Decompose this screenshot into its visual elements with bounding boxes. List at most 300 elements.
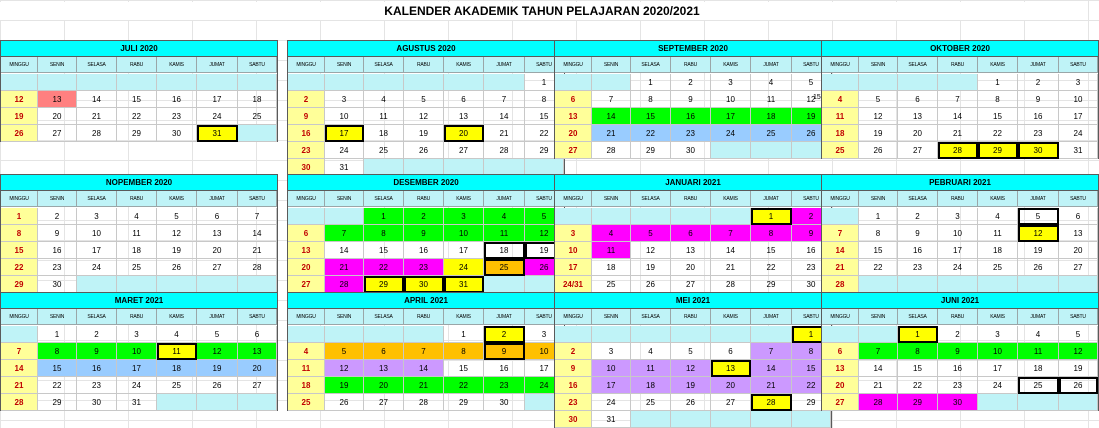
day-cell: 30 xyxy=(555,411,592,428)
day-cell: 29 xyxy=(525,142,564,159)
day-cell: 12 xyxy=(859,108,898,125)
day-cell: 4 xyxy=(631,343,671,360)
day-cell xyxy=(898,74,938,91)
weekday-header: SELASA xyxy=(77,57,117,73)
weekday-header: SELASA xyxy=(77,191,117,207)
day-cell: 29 xyxy=(898,394,938,411)
day-cell: 9 xyxy=(555,360,592,377)
weekday-header: SENIN xyxy=(859,57,898,73)
day-cell: 21 xyxy=(711,259,751,276)
day-cell xyxy=(711,142,751,159)
day-cell: 12 xyxy=(1,91,38,108)
day-cell: 30 xyxy=(77,394,117,411)
day-cell: 6 xyxy=(1059,208,1098,225)
day-cell: 1 xyxy=(364,208,404,225)
weekday-header: SABTU xyxy=(238,309,277,325)
day-cell: 23 xyxy=(671,125,711,142)
day-cell xyxy=(978,276,1018,293)
day-cell: 23 xyxy=(938,377,978,394)
day-cell: 17 xyxy=(325,125,364,142)
day-cell: 15 xyxy=(751,242,792,259)
day-cell: 18 xyxy=(978,242,1018,259)
weekday-header: JUMAT xyxy=(1018,309,1059,325)
day-cell: 19 xyxy=(1,108,38,125)
day-cell xyxy=(1059,394,1098,411)
day-cell: 23 xyxy=(288,142,325,159)
day-cell: 5 xyxy=(525,208,564,225)
day-cell: 10 xyxy=(592,360,631,377)
day-cell xyxy=(484,74,525,91)
day-cell xyxy=(898,276,938,293)
day-cell: 20 xyxy=(822,377,859,394)
day-cell xyxy=(77,276,117,293)
day-cell: 12 xyxy=(525,225,564,242)
day-cell: 22 xyxy=(525,125,564,142)
day-cell xyxy=(1059,276,1098,293)
day-cell xyxy=(157,276,197,293)
day-cell: 19 xyxy=(325,377,364,394)
weekday-header: JUMAT xyxy=(751,191,792,207)
day-cell: 30 xyxy=(38,276,77,293)
weekday-header: SELASA xyxy=(898,309,938,325)
day-cell: 25 xyxy=(631,394,671,411)
day-cell: 19 xyxy=(671,377,711,394)
day-cell: 4 xyxy=(364,91,404,108)
day-cell: 28 xyxy=(751,394,792,411)
day-cell: 14 xyxy=(238,225,277,242)
month-title: JULI 2020 xyxy=(1,41,277,57)
day-cell: 13 xyxy=(38,91,77,108)
day-cell: 3 xyxy=(525,326,564,343)
day-cell xyxy=(364,326,404,343)
day-cell: 25 xyxy=(978,259,1018,276)
weekday-header: RABU xyxy=(117,309,157,325)
day-cell xyxy=(197,74,238,91)
day-cell: 13 xyxy=(711,360,751,377)
day-cell: 30 xyxy=(938,394,978,411)
day-cell: 27 xyxy=(555,142,592,159)
day-cell: 22 xyxy=(117,108,157,125)
day-cell: 6 xyxy=(238,326,277,343)
day-cell: 6 xyxy=(898,91,938,108)
day-cell: 18 xyxy=(157,360,197,377)
day-cell: 8 xyxy=(1,225,38,242)
day-cell: 22 xyxy=(792,377,831,394)
day-cell: 7 xyxy=(484,91,525,108)
weekday-header: SELASA xyxy=(77,309,117,325)
day-cell xyxy=(484,276,525,293)
month-pebruari-2021 xyxy=(821,174,1099,293)
day-cell: 28 xyxy=(77,125,117,142)
day-cell: 12 xyxy=(404,108,444,125)
day-cell: 18 xyxy=(364,125,404,142)
day-cell: 1 xyxy=(525,74,564,91)
day-cell: 1 xyxy=(1,208,38,225)
day-cell: 25 xyxy=(822,142,859,159)
day-cell: 1 xyxy=(792,326,831,343)
day-cell: 8 xyxy=(792,343,831,360)
day-cell: 4 xyxy=(1018,326,1059,343)
day-cell: 1 xyxy=(751,208,792,225)
day-cell: 15 xyxy=(1,242,38,259)
weekday-header: MINGGU xyxy=(288,191,325,207)
day-cell: 8 xyxy=(444,343,484,360)
day-cell: 7 xyxy=(238,208,277,225)
day-cell: 4 xyxy=(822,91,859,108)
day-cell: 21 xyxy=(325,259,364,276)
day-cell: 30 xyxy=(484,394,525,411)
month-title: MEI 2021 xyxy=(555,293,831,309)
day-cell: 28 xyxy=(592,142,631,159)
day-cell: 16 xyxy=(288,125,325,142)
day-cell: 10 xyxy=(77,225,117,242)
day-cell xyxy=(238,125,277,142)
day-cell: 13 xyxy=(671,242,711,259)
day-cell: 16 xyxy=(38,242,77,259)
day-cell: 16 xyxy=(671,108,711,125)
month-title: PEBRUARI 2021 xyxy=(822,175,1098,191)
month-agustus-2020 xyxy=(287,40,565,176)
weekday-header: JUMAT xyxy=(484,309,525,325)
day-cell xyxy=(238,394,277,411)
day-cell: 29 xyxy=(117,125,157,142)
day-cell: 4 xyxy=(157,326,197,343)
weekday-header: KAMIS xyxy=(444,309,484,325)
day-cell: 18 xyxy=(484,242,525,259)
day-cell: 11 xyxy=(288,360,325,377)
weekday-header: KAMIS xyxy=(444,191,484,207)
day-cell: 22 xyxy=(38,377,77,394)
day-cell: 18 xyxy=(631,377,671,394)
day-cell: 4 xyxy=(751,74,792,91)
day-cell: 13 xyxy=(197,225,238,242)
weekday-header: RABU xyxy=(671,191,711,207)
day-cell: 3 xyxy=(592,343,631,360)
day-cell: 16 xyxy=(792,242,831,259)
day-cell: 30 xyxy=(792,276,831,293)
weekday-header: RABU xyxy=(938,309,978,325)
day-cell: 16 xyxy=(484,360,525,377)
day-cell xyxy=(555,74,592,91)
day-cell: 6 xyxy=(822,343,859,360)
day-cell: 1 xyxy=(631,74,671,91)
weekday-header: RABU xyxy=(938,191,978,207)
day-cell: 18 xyxy=(751,108,792,125)
day-cell: 5 xyxy=(197,326,238,343)
day-cell: 24 xyxy=(978,377,1018,394)
weekday-header: JUMAT xyxy=(751,57,792,73)
day-cell: 1 xyxy=(38,326,77,343)
day-cell: 17 xyxy=(938,242,978,259)
day-cell: 13 xyxy=(1059,225,1098,242)
day-cell: 29 xyxy=(1,276,38,293)
day-cell: 29 xyxy=(792,394,831,411)
day-cell: 21 xyxy=(751,377,792,394)
day-cell: 1 xyxy=(978,74,1018,91)
day-cell xyxy=(1,326,38,343)
day-cell: 16 xyxy=(404,242,444,259)
day-cell: 21 xyxy=(938,125,978,142)
day-cell: 13 xyxy=(288,242,325,259)
day-cell: 4 xyxy=(592,225,631,242)
day-cell xyxy=(938,74,978,91)
day-cell: 28 xyxy=(404,394,444,411)
day-cell: 12 xyxy=(631,242,671,259)
day-cell: 27 xyxy=(711,394,751,411)
day-cell: 8 xyxy=(898,343,938,360)
day-cell: 24 xyxy=(117,377,157,394)
day-cell: 4 xyxy=(288,343,325,360)
weekday-header: JUMAT xyxy=(197,191,238,207)
day-cell: 15 xyxy=(898,360,938,377)
day-cell: 3 xyxy=(444,208,484,225)
day-cell xyxy=(938,276,978,293)
month-title: SEPTEMBER 2020 xyxy=(555,41,831,57)
day-cell: 28 xyxy=(238,259,277,276)
weekday-header: MINGGU xyxy=(822,57,859,73)
weekday-header: RABU xyxy=(117,57,157,73)
day-cell: 25 xyxy=(484,259,525,276)
day-cell: 27 xyxy=(444,142,484,159)
day-cell xyxy=(404,74,444,91)
day-cell: 26 xyxy=(325,394,364,411)
day-cell: 7 xyxy=(592,91,631,108)
day-cell: 4 xyxy=(484,208,525,225)
weekday-header: SABTU xyxy=(525,309,564,325)
day-cell: 3 xyxy=(1059,74,1098,91)
day-cell: 11 xyxy=(822,108,859,125)
day-cell: 4 xyxy=(978,208,1018,225)
day-cell: 3 xyxy=(711,74,751,91)
weekday-header: JUMAT xyxy=(197,57,238,73)
day-cell: 14 xyxy=(859,360,898,377)
day-cell: 23 xyxy=(1018,125,1059,142)
day-cell: 17 xyxy=(592,377,631,394)
day-cell: 2 xyxy=(938,326,978,343)
day-cell: 16 xyxy=(1018,108,1059,125)
weekday-header: RABU xyxy=(671,309,711,325)
day-cell: 5 xyxy=(325,343,364,360)
day-cell: 3 xyxy=(555,225,592,242)
day-cell: 13 xyxy=(555,108,592,125)
day-cell: 19 xyxy=(404,125,444,142)
day-cell: 16 xyxy=(77,360,117,377)
day-cell: 15 xyxy=(525,108,564,125)
weekday-header: KAMIS xyxy=(978,57,1018,73)
day-cell: 26 xyxy=(197,377,238,394)
day-cell: 15 xyxy=(859,242,898,259)
day-cell: 1 xyxy=(444,326,484,343)
day-cell: 22 xyxy=(978,125,1018,142)
day-cell: 12 xyxy=(792,91,831,108)
day-cell xyxy=(859,326,898,343)
day-cell: 20 xyxy=(444,125,484,142)
weekday-header: SENIN xyxy=(38,57,77,73)
day-cell: 15 xyxy=(792,360,831,377)
day-cell: 2 xyxy=(898,208,938,225)
weekday-header: SENIN xyxy=(859,309,898,325)
day-cell xyxy=(157,394,197,411)
day-cell: 7 xyxy=(404,343,444,360)
day-cell xyxy=(751,326,792,343)
day-cell xyxy=(822,74,859,91)
day-cell xyxy=(364,74,404,91)
day-cell: 14 xyxy=(77,91,117,108)
weekday-header: SABTU xyxy=(792,309,831,325)
day-cell: 23 xyxy=(792,259,831,276)
day-cell: 27 xyxy=(364,394,404,411)
weekday-header: MINGGU xyxy=(1,309,38,325)
day-cell xyxy=(77,74,117,91)
day-cell: 6 xyxy=(444,91,484,108)
day-cell: 6 xyxy=(197,208,238,225)
day-cell: 26 xyxy=(671,394,711,411)
weekday-header: SELASA xyxy=(631,57,671,73)
day-cell: 22 xyxy=(364,259,404,276)
day-cell: 13 xyxy=(238,343,277,360)
day-cell xyxy=(197,394,238,411)
day-cell: 14 xyxy=(484,108,525,125)
day-cell: 18 xyxy=(1018,360,1059,377)
weekday-header: RABU xyxy=(404,309,444,325)
day-cell: 12 xyxy=(671,360,711,377)
day-cell: 29 xyxy=(364,276,404,293)
day-cell: 21 xyxy=(822,259,859,276)
weekday-header: JUMAT xyxy=(484,57,525,73)
weekday-header: RABU xyxy=(117,191,157,207)
weekday-header: SABTU xyxy=(792,57,831,73)
day-cell: 23 xyxy=(898,259,938,276)
day-cell: 14 xyxy=(325,242,364,259)
day-cell: 31 xyxy=(444,276,484,293)
day-cell xyxy=(671,208,711,225)
day-cell: 29 xyxy=(444,394,484,411)
day-cell: 9 xyxy=(898,225,938,242)
day-cell: 24 xyxy=(938,259,978,276)
day-cell: 9 xyxy=(938,343,978,360)
month-title: OKTOBER 2020 xyxy=(822,41,1098,57)
day-cell xyxy=(197,276,238,293)
day-cell xyxy=(157,74,197,91)
weekday-header: SELASA xyxy=(898,191,938,207)
day-cell: 3 xyxy=(325,91,364,108)
day-cell: 22 xyxy=(898,377,938,394)
day-cell: 19 xyxy=(525,242,564,259)
day-cell: 26 xyxy=(525,259,564,276)
day-cell xyxy=(631,208,671,225)
day-cell: 26 xyxy=(157,259,197,276)
month-title: AGUSTUS 2020 xyxy=(288,41,564,57)
weekday-header: JUMAT xyxy=(751,309,792,325)
day-cell xyxy=(592,326,631,343)
day-cell: 3 xyxy=(978,326,1018,343)
day-cell: 10 xyxy=(978,343,1018,360)
weekday-header: KAMIS xyxy=(157,309,197,325)
day-cell: 12 xyxy=(325,360,364,377)
day-cell xyxy=(711,208,751,225)
day-cell: 25 xyxy=(117,259,157,276)
day-cell xyxy=(751,411,792,428)
weekday-header: KAMIS xyxy=(711,57,751,73)
day-cell: 21 xyxy=(77,108,117,125)
day-cell: 22 xyxy=(859,259,898,276)
day-cell: 30 xyxy=(671,142,711,159)
day-cell: 10 xyxy=(325,108,364,125)
day-cell: 17 xyxy=(77,242,117,259)
weekday-header: SABTU xyxy=(792,191,831,207)
weekday-header: SABTU xyxy=(238,191,277,207)
day-cell xyxy=(117,276,157,293)
day-cell: 27 xyxy=(197,259,238,276)
day-cell: 3 xyxy=(77,208,117,225)
day-cell: 28 xyxy=(859,394,898,411)
day-cell: 24 xyxy=(592,394,631,411)
day-cell: 25 xyxy=(592,276,631,293)
day-cell: 23 xyxy=(484,377,525,394)
day-cell: 12 xyxy=(197,343,238,360)
day-cell xyxy=(325,208,364,225)
day-cell: 23 xyxy=(38,259,77,276)
weekday-header: KAMIS xyxy=(978,191,1018,207)
month-desember-2020 xyxy=(287,174,565,293)
day-cell: 18 xyxy=(592,259,631,276)
day-cell: 26 xyxy=(792,125,831,142)
day-cell: 30 xyxy=(1018,142,1059,159)
day-cell: 2 xyxy=(484,326,525,343)
day-cell: 14 xyxy=(404,360,444,377)
day-cell: 22 xyxy=(751,259,792,276)
day-cell: 10 xyxy=(117,343,157,360)
day-cell: 24 xyxy=(325,142,364,159)
day-cell: 9 xyxy=(404,225,444,242)
day-cell: 21 xyxy=(238,242,277,259)
day-cell: 8 xyxy=(38,343,77,360)
day-cell: 28 xyxy=(938,142,978,159)
weekday-header: SELASA xyxy=(631,191,671,207)
day-cell xyxy=(1,74,38,91)
day-cell: 15 xyxy=(978,108,1018,125)
day-cell xyxy=(444,74,484,91)
day-cell: 25 xyxy=(751,125,792,142)
day-cell: 10 xyxy=(711,91,751,108)
day-cell: 8 xyxy=(978,91,1018,108)
day-cell: 13 xyxy=(364,360,404,377)
day-cell xyxy=(592,74,631,91)
weekday-header: KAMIS xyxy=(444,57,484,73)
day-cell: 20 xyxy=(38,108,77,125)
day-cell: 27 xyxy=(671,276,711,293)
day-cell: 24/31 xyxy=(555,276,592,293)
day-cell: 7 xyxy=(938,91,978,108)
weekday-header: MINGGU xyxy=(1,57,38,73)
day-cell: 18 xyxy=(288,377,325,394)
day-cell: 26 xyxy=(404,142,444,159)
day-cell xyxy=(1018,394,1059,411)
day-cell: 28 xyxy=(484,142,525,159)
day-cell: 26 xyxy=(1059,377,1098,394)
day-cell: 16 xyxy=(938,360,978,377)
day-cell: 9 xyxy=(1018,91,1059,108)
day-cell xyxy=(288,208,325,225)
day-cell: 16 xyxy=(898,242,938,259)
weekday-header: RABU xyxy=(671,57,711,73)
day-cell: 14 xyxy=(592,108,631,125)
day-cell: 7 xyxy=(1,343,38,360)
day-cell: 19 xyxy=(859,125,898,142)
day-cell: 10 xyxy=(938,225,978,242)
day-cell: 31 xyxy=(117,394,157,411)
day-cell: 15 xyxy=(38,360,77,377)
